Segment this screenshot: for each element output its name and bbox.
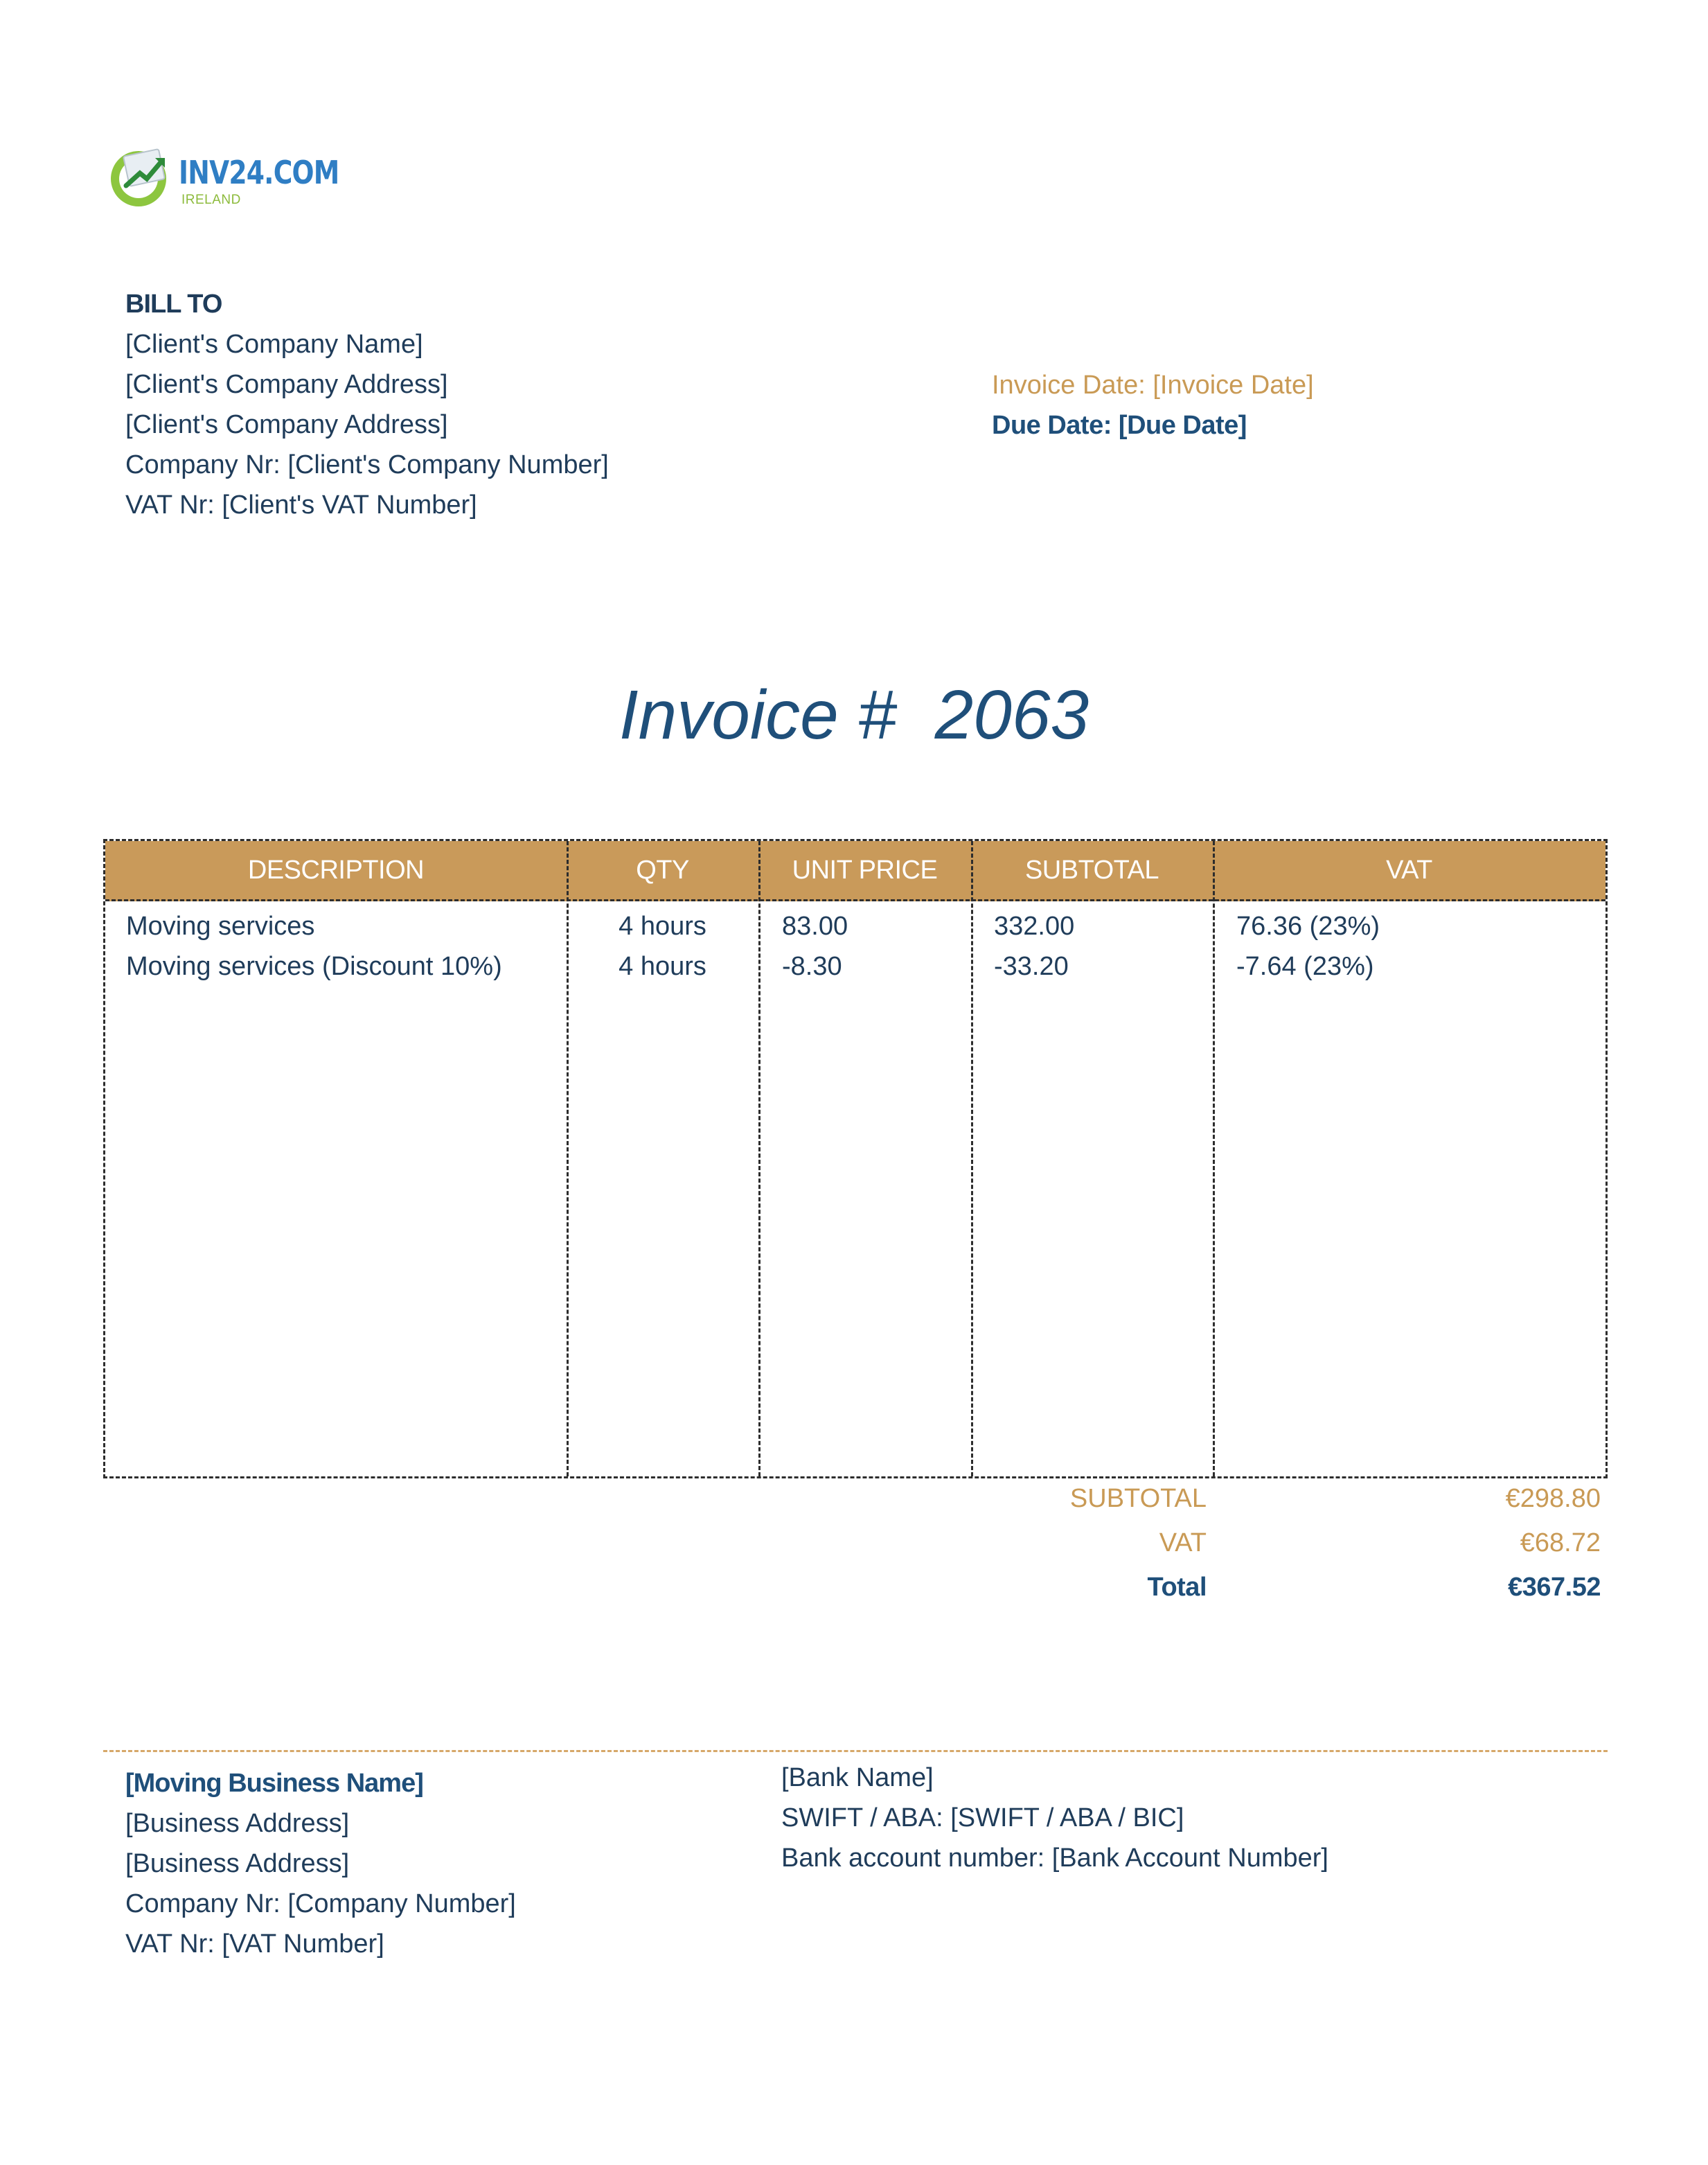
column-divider — [971, 841, 973, 1476]
business-name: [Moving Business Name] — [125, 1769, 423, 1798]
invoice-title: Invoice # 2063 — [619, 676, 1089, 754]
footer-divider — [103, 1750, 1608, 1752]
total-label: Total — [1147, 1573, 1207, 1602]
row-unit-price: 83.00 — [782, 912, 848, 941]
header-subtotal: SUBTOTAL — [1024, 856, 1159, 885]
column-divider — [1213, 841, 1215, 1476]
row-qty: 4 hours — [619, 952, 706, 981]
logo-region-text: IRELAND — [181, 193, 241, 207]
client-vat-number: VAT Nr: [Client's VAT Number] — [125, 491, 477, 520]
row-description: Moving services (Discount 10%) — [126, 952, 502, 981]
bank-name: [Bank Name] — [781, 1763, 934, 1792]
row-vat: -7.64 (23%) — [1236, 952, 1374, 981]
items-table — [103, 839, 1608, 1478]
column-divider — [758, 841, 760, 1476]
business-company-number: Company Nr: [Company Number] — [125, 1889, 516, 1918]
bank-account-number: Bank account number: [Bank Account Number] — [781, 1844, 1328, 1873]
due-date: Due Date: [Due Date] — [992, 411, 1247, 440]
row-subtotal: -33.20 — [994, 952, 1069, 981]
subtotal-value: €298.80 — [1505, 1484, 1601, 1513]
client-company-name: [Client's Company Name] — [125, 330, 423, 359]
bank-block — [781, 1758, 1328, 1878]
bill-to-block — [125, 284, 609, 525]
row-vat: 76.36 (23%) — [1236, 912, 1380, 941]
header-vat: VAT — [1386, 856, 1432, 885]
header-description: DESCRIPTION — [247, 856, 425, 885]
business-vat-number: VAT Nr: [VAT Number] — [125, 1929, 384, 1959]
row-description: Moving services — [126, 912, 315, 941]
client-address-line-1: [Client's Company Address] — [125, 370, 448, 399]
subtotal-label: SUBTOTAL — [1069, 1484, 1207, 1513]
client-address-line-2: [Client's Company Address] — [125, 410, 448, 439]
header-qty: QTY — [636, 856, 689, 885]
business-address-line-2: [Business Address] — [125, 1849, 350, 1878]
bill-to-heading: BILL TO — [125, 290, 222, 319]
row-qty: 4 hours — [619, 912, 706, 941]
bank-swift: SWIFT / ABA: [SWIFT / ABA / BIC] — [781, 1803, 1184, 1832]
header-unit-price: UNIT PRICE — [792, 856, 938, 885]
invoice-date: Invoice Date: [Invoice Date] — [992, 371, 1314, 400]
business-address-line-1: [Business Address] — [125, 1809, 350, 1838]
client-company-number: Company Nr: [Client's Company Number] — [125, 450, 609, 479]
row-unit-price: -8.30 — [782, 952, 842, 981]
vat-label: VAT — [1159, 1528, 1207, 1557]
vat-value: €68.72 — [1520, 1528, 1601, 1557]
row-subtotal: 332.00 — [994, 912, 1075, 941]
company-logo — [107, 143, 339, 212]
business-block — [125, 1763, 516, 1964]
logo-brand-text: INV24.COM — [179, 154, 339, 191]
total-value: €367.52 — [1508, 1573, 1601, 1602]
dates-block — [992, 365, 1314, 445]
table-header — [105, 841, 1605, 901]
logo-icon — [107, 143, 176, 212]
